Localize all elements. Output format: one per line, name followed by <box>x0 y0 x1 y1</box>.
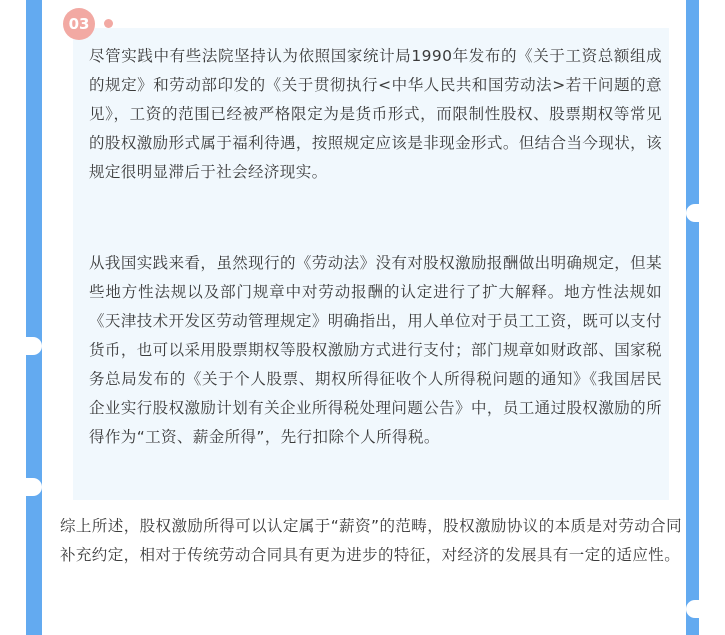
right-decorative-bar <box>686 0 699 635</box>
quote-paragraph: 尽管实践中有些法院坚持认为依照国家统计局1990年发布的《关于工资总额组成的规定》和劳动部印发的《关于贯彻执行<中华人民共和国劳动法>若干问题的意见》，工资的范围已经被严格限定为是货币形式，而限制性股权、股票期权等常见的股权激励形式属于福利待遇，按照规定应该是非现金形式。但结合当今现状，该规定很明显滞后于社会经济现实。 <box>89 47 662 181</box>
section-number-badge: 03 <box>63 8 95 40</box>
left-bar-notch <box>26 337 42 355</box>
badge-dot <box>104 19 113 28</box>
right-bar-notch <box>686 204 699 222</box>
quote-paragraph: 从我国实践来看，虽然现行的《劳动法》没有对股权激励报酬做出明确规定，但某些地方性法规以及部门规章中对劳动报酬的认定进行了扩大解释。地方性法规如《天津技术开发区劳动管理规定》明确指出，用人单位对于员工工资，既可以支付货币，也可以采用股票期权等股权激励方式进行支付；部门规章如财政部、国家税务总局发布的《关于个人股票、期权所得征收个人所得税问题的通知》《我国居民企业实行股权激励计划有关企业所得税处理问题公告》中，员工通过股权激励的所得作为“工资、薪金所得”，先行扣除个人所得税。 <box>89 254 662 446</box>
right-bar-notch <box>686 600 699 618</box>
left-bar-notch <box>26 478 42 496</box>
left-decorative-bar <box>26 0 42 635</box>
conclusion-paragraph: 综上所述，股权激励所得可以认定属于“薪资”的范畴，股权激励协议的本质是对劳动合同补充约定，相对于传统劳动合同具有更为进步的特征，对经济的发展具有一定的适应性。 <box>60 517 682 564</box>
